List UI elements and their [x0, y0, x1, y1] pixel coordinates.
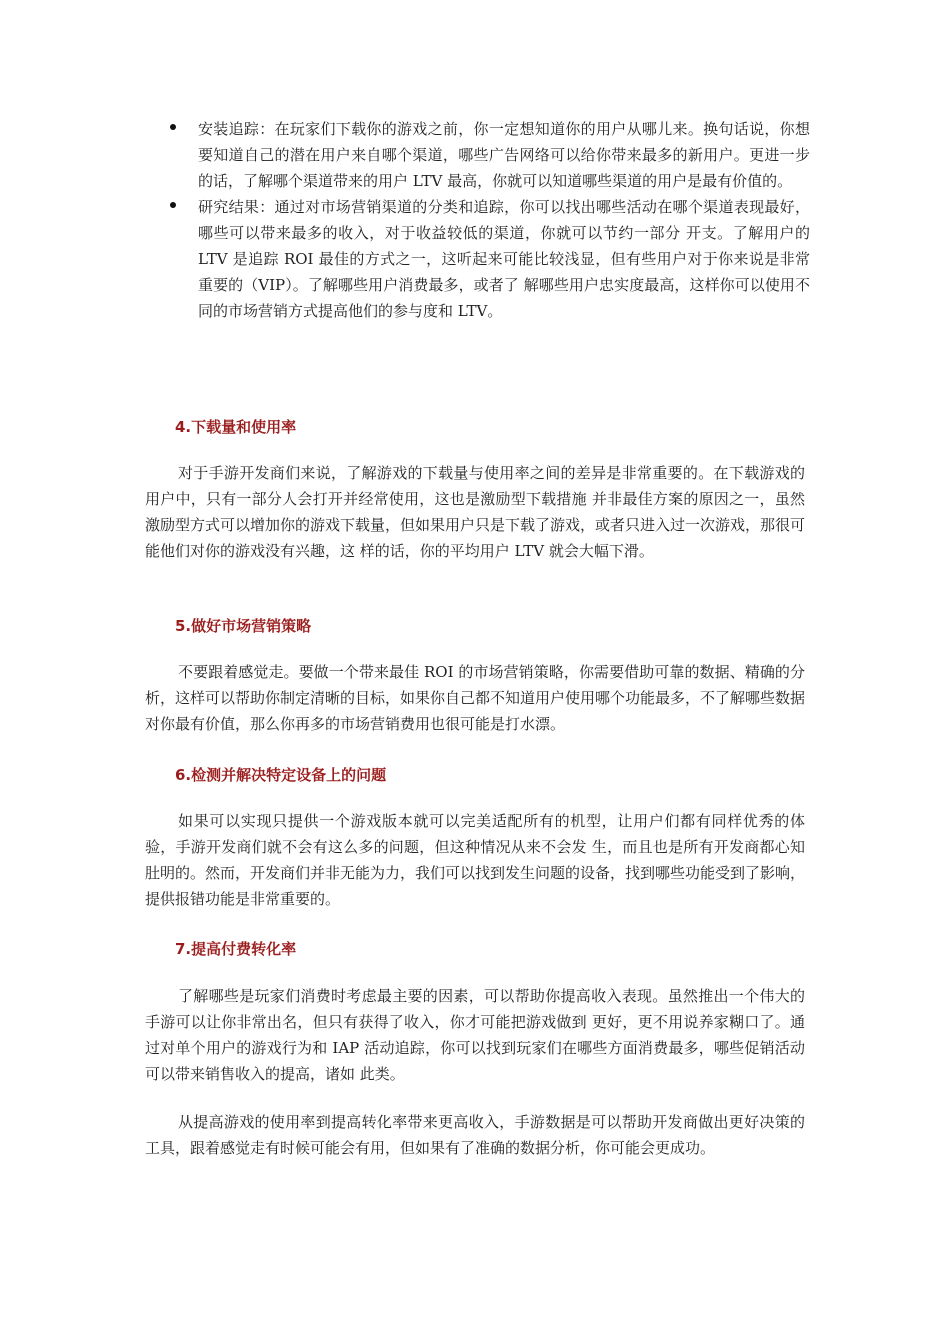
section-6-paragraph: 如果可以实现只提供一个游戏版本就可以完美适配所有的机型，让用户们都有同样优秀的体验，手游开发商们就不会有这么多的问题，但这种情况从来不会发 生，而且也是所有开发商都心知肚明的。然而，开发商们并非无能为力，我们可以找到发生问题的设备，找到哪些功能受到了影响，提供报错功能是非常重要的。: [145, 812, 806, 908]
bullet-list: [170, 116, 810, 324]
section-heading-5: 5.做好市场营销策略: [175, 617, 312, 635]
section-7-paragraph-2: 从提高游戏的使用率到提高转化率带来更高收入，手游数据是可以帮助开发商做出更好决策的工具，跟着感觉走有时候可能会有用，但如果有了准确的数据分析，你可能会更成功。: [145, 1113, 805, 1157]
bullet-dot-icon: [170, 124, 176, 130]
bullet-item-research-results: [170, 194, 810, 324]
bullet-item-install-tracking: [170, 116, 810, 194]
section-4-paragraph: 对于手游开发商们来说，了解游戏的下载量与使用率之间的差异是非常重要的。在下载游戏的用户中，只有一部分人会打开并经常使用，这也是激励型下载措施 并非最佳方案的原因之一，虽然激励型方式可以增加你的游戏下载量，但如果用户只是下载了游戏，或者只进入过一次游戏，那很可能他们对你的游戏没有兴趣，这 样的话，你的平均用户 LTV 就会大幅下滑。: [145, 464, 806, 560]
section-7-paragraph-1: 了解哪些是玩家们消费时考虑最主要的因素，可以帮助你提高收入表现。虽然推出一个伟大的手游可以让你非常出名，但只有获得了收入，你才可能把游戏做到 更好，更不用说养家糊口了。通过对单个用户的游戏行为和 IAP 活动追踪，你可以找到玩家们在哪些方面消费最多，哪些促销活动可以带来销售收入的提高，诸如 此类。: [145, 987, 805, 1083]
bullet-text: 安装追踪：在玩家们下载你的游戏之前，你一定想知道你的用户从哪儿来。换句话说，你想要知道自己的潜在用户来自哪个渠道，哪些广告网络可以给你带来最多的新用户。更进一步的话，了解哪个渠道带来的用户 LTV 最高，你就可以知道哪些渠道的用户是最有价值的。: [198, 120, 810, 190]
section-heading-7: 7.提高付费转化率: [175, 940, 297, 958]
section-heading-6: 6.检测并解决特定设备上的问题: [175, 766, 387, 784]
section-heading-4: 4.下载量和使用率: [175, 418, 297, 436]
bullet-text: 研究结果：通过对市场营销渠道的分类和追踪，你可以找出哪些活动在哪个渠道表现最好，哪些可以带来最多的收入，对于收益较低的渠道，你就可以节约一部分 开支。了解用户的 LTV 是追踪 ROI 最佳的方式之一，这听起来可能比较浅显，但有些用户对于你来说是非常重要的（VIP）。了解哪些用户消费最多，或者了 解哪些用户忠实度最高，这样你可以使用不同的市场营销方式提高他们的参与度和 LTV。: [198, 198, 810, 320]
section-5-paragraph: 不要跟着感觉走。要做一个带来最佳 ROI 的市场营销策略，你需要借助可靠的数据、精确的分析，这样可以帮助你制定清晰的目标，如果你自己都不知道用户使用哪个功能最多，不了解哪些数据对你最有价值，那么你再多的市场营销费用也很可能是打水漂。: [145, 663, 806, 733]
bullet-dot-icon: [170, 202, 176, 208]
